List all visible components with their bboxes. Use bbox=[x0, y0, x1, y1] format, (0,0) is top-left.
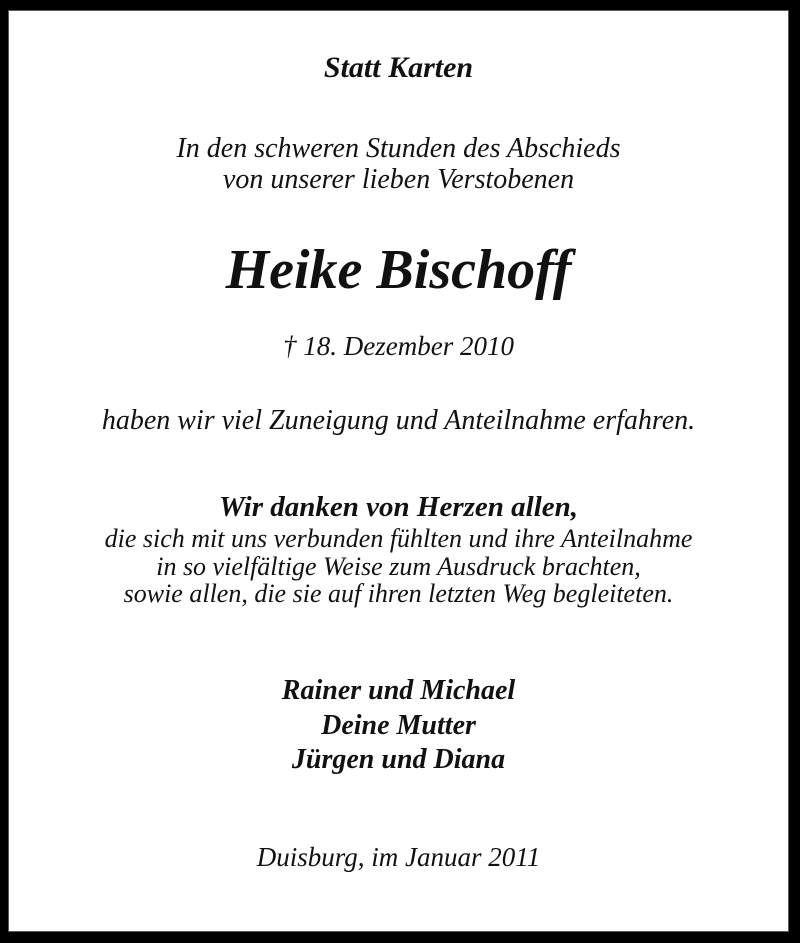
deceased-name: Heike Bischoff bbox=[225, 239, 572, 301]
thanks-body bbox=[9, 525, 788, 608]
thanks-heading: Wir danken von Herzen allen, bbox=[218, 491, 579, 523]
signatory-line-1: Rainer und Michael bbox=[281, 675, 516, 706]
signatories bbox=[9, 674, 788, 778]
intro-line-2: von unserer lieben Verstobenen bbox=[222, 164, 575, 195]
thanks-body-line-3: sowie allen, die sie auf ihren letzten Weg begleiteten. bbox=[123, 579, 674, 608]
signatory-line-3: Jürgen und Diana bbox=[291, 744, 506, 775]
death-date: † 18. Dezember 2010 bbox=[283, 331, 514, 361]
pre-header-statt-karten: Statt Karten bbox=[323, 51, 474, 84]
thanks-body-line-1: die sich mit uns verbunden fühlten und ihre Anteilnahme bbox=[104, 524, 693, 553]
signatory-line-2: Deine Mutter bbox=[321, 709, 476, 741]
intro-line-1: In den schweren Stunden des Abschieds bbox=[176, 133, 621, 164]
closing-place-date: Duisburg, im Januar 2011 bbox=[256, 842, 541, 872]
gratitude-line: haben wir viel Zuneigung und Anteilnahme erfahren. bbox=[101, 405, 696, 436]
obituary-notice-paper bbox=[8, 10, 789, 932]
intro-text bbox=[9, 133, 788, 195]
thanks-body-line-2: in so vielfältige Weise zum Ausdruck brachten, bbox=[156, 551, 641, 581]
